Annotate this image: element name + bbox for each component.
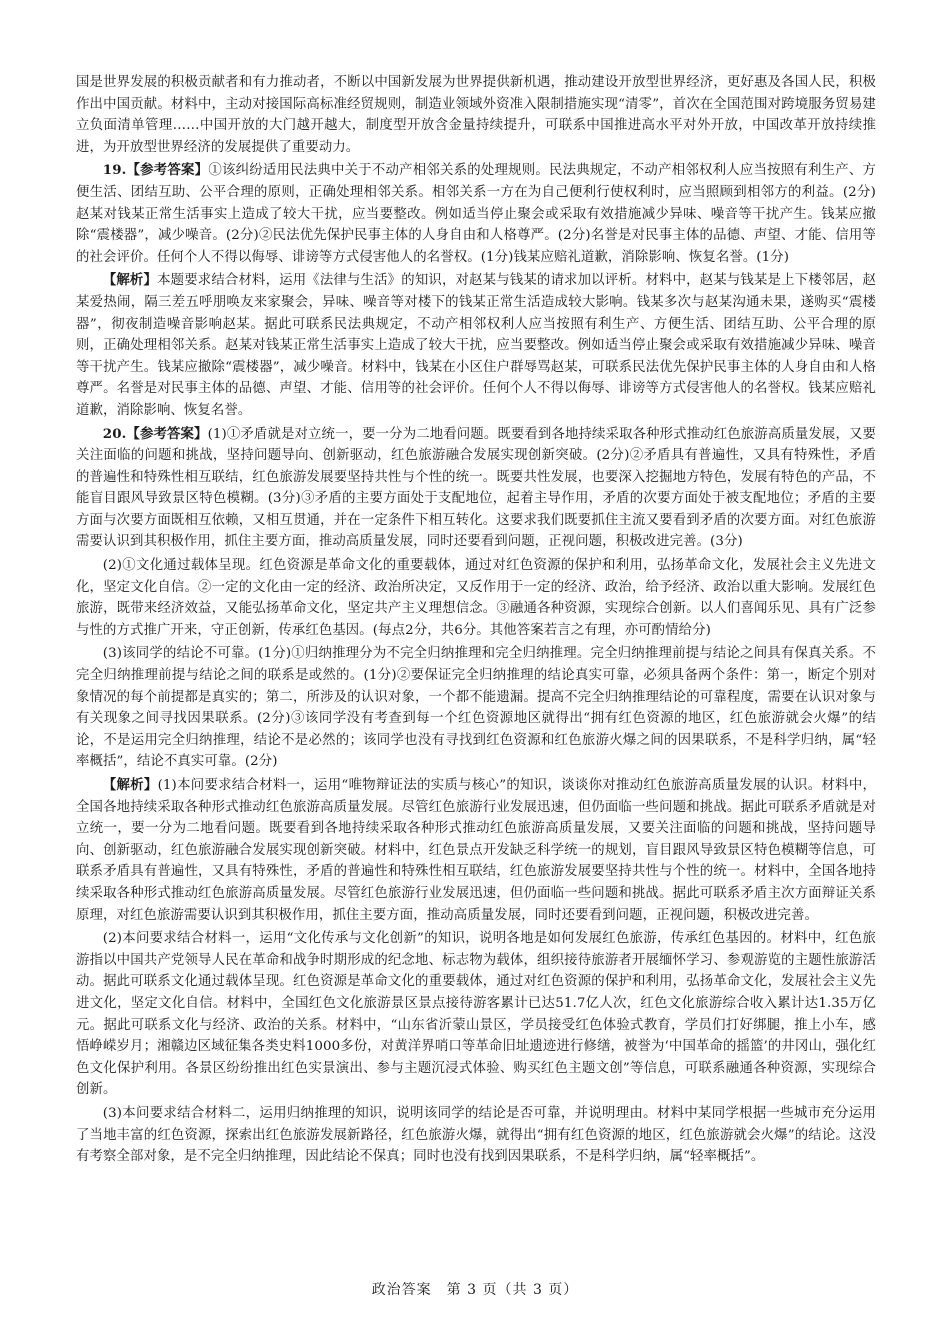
analysis-20-part1-text: (1)本问要求结合材料一，运用“唯物辩证法的实质与核心”的知识，谈谈你对推动红色旅游高质量发展的认识。材料中，全国各地持续采取各种形式推动红色旅游高质量发展。尽管红色旅游行业发展迅速，但仍面临一些问题和挑战。据此可联系矛盾就是对立统一，要一分为二地看问题。既要看到各地持续采取各种形式推动红色旅游高质量发展，又要关注面临的问题和挑战，坚持问题导向、创新驱动，红色旅游融合发展实现创新突破。材料中，红色景点开发缺乏科学统一的规划，盲目跟风导致景区特色模糊等信息，可联系矛盾具有普遍性，又具有特殊性，矛盾的普遍性和特殊性相互联结，红色旅游发展要坚持共性与个性的统一。材料中，全国各地持续采取各种形式推动红色旅游高质量发展。尽管红色旅游行业发展迅速，但仍面临一些问题和挑战。据此可联系矛盾主次方面辩证关系原理，对红色旅游需要认识到其积极作用，抓住主要方面，推动高质量发展，同时还要看到问题，正视问题，积极改进完善。 xyxy=(76,778,877,923)
analysis-20-part2: (2)本问要求结合材料一，运用“文化传承与文化创新”的知识，说明各地是如何发展红色旅游，传承红色基因的。材料中，红色旅游指以中国共产党领导人民在革命和战争时期形成的纪念地、标志物为载体，组织接待旅游者开展缅怀学习、参观游览的主题性旅游活动。据此可联系文化通过载体呈现。红色资源是革命文化的重要载体，通过对红色资源的保护和利用，弘扬革命文化，发展社会主义先进文化，坚定文化自信。材料中，全国红色文化旅游景区景点接待游客累计已达51.7亿人次，红色文化旅游综合收入累计达1.35万亿元。据此可联系文化与经济、政治的关系。材料中，“山东省沂蒙山景区，学员接受红色体验式教育，学员们打好绑腿，推上小车，感悟峥嵘岁月；湘赣边区域征集各类史料1000多份，对黄洋界哨口等革命旧址遗迹进行修缮，被誉为‘中国革命的摇篮’的井冈山，强化红色文化保护利用。各景区纷纷推出红色实景演出、参与主题沉浸式体验、购买红色主题文创”等信息，可联系融通各种资源，实现综合创新。 xyxy=(76,931,876,1098)
analysis-20 xyxy=(76,775,876,926)
analysis-19-label: 【解析】 xyxy=(102,272,158,289)
answer-20-part3: (3)该同学的结论不可靠。(1分)①归纳推理分为不完全归纳推理和完全归纳推理。完全归纳推理前提与结论之间具有保真关系。不完全归纳推理前提与结论之间的联系是或然的。(1分)②要保证完全归纳推理的结论真实可靠，必须具备两个条件：第一，断定个别对象情况的每个前提都是真实的；第二，所涉及的认识对象，一个都不能遗漏。提高不完全归纳推理结论的可靠程度，需要在认识对象与有关现象之间寻找因果联系。(2分)③该同学没有考查到每一个红色资源地区就得出“拥有红色资源的地区，红色旅游就会火爆”的结论，不是运用完全归纳推理，结论不是必然的；该同学也没有寻找到红色资源和红色旅游火爆之间的因果联系，不是科学归纳，属“轻率概括”，结论不真实可靠。(2分) xyxy=(76,646,876,770)
answer-20-part1-text: (1)①矛盾就是对立统一，要一分为二地看问题。既要看到各地持续采取各种形式推动红色旅游高质量发展，又要关注面临的问题和挑战，坚持问题导向、创新驱动，红色旅游融合发展实现创新突破。(2分)②矛盾具有普遍性，又具有特殊性，矛盾的普遍性和特殊性相互联结，红色旅游发展要坚持共性与个性的统一。既要共性发展，也要深入挖掘地方特色，发展有特色的产品，不能盲目跟风导致景区特色模糊。(3分)③矛盾的主要方面处于支配地位，起着主导作用，矛盾的次要方面处于被支配地位；矛盾的主要方面与次要方面既相互依赖，又相互贯通，并在一定条件下相互转化。这要求我们既要抓住主流又要看到矛盾的次要方面。对红色旅游需要认识到其积极作用，抓住主要方面，推动高质量发展，同时还要看到问题，正视问题，积极改进完善。(3分) xyxy=(76,426,876,550)
analysis-20-label: 【解析】 xyxy=(102,777,158,793)
analysis-20-part3: (3)本问要求结合材料二，运用归纳推理的知识，说明该同学的结论是否可靠，并说明理由。材料中某同学根据一些城市充分运用了当地丰富的红色资源，探索出红色旅游发展新路径，红色旅游火爆，就得出“拥有红色资源的地区，红色旅游就会火爆”的结论。这没有考察全部对象，是不完全归纳推理，因此结论不保真；同时也没有找到因果联系，不是科学归纳，属“轻率概括”。 xyxy=(76,1105,876,1165)
answer-20-label: 20.【参考答案】 xyxy=(102,425,208,442)
analysis-19-text: 本题要求结合材料，运用《法律与生活》的知识，对赵某与钱某的请求加以评析。材料中，赵某与钱某是上下楼邻居，赵某爱热闹，隔三差五呼朋唤友来家聚会，异味、噪音等对楼下的钱某正常生活造成较大影响。钱某多次与赵某沟通未果，遂购买“震楼器”，彻夜制造噪音影响赵某。据此可联系民法典规定，不动产相邻权利人应当按照有利生产、方便生活、团结互助、公平合理的原则，正确处理相邻关系。赵某对钱某正常生活事实上造成了较大干扰，应当要整改。例如适当停止聚会或采取有效措施减少异味、噪音等干扰产生。钱某应撤除“震楼器”，减少噪音。材料中，钱某在小区住户群辱骂赵某，可联系民法优先保护民事主体的人身自由和人格尊严。名誉是对民事主体的品德、声望、才能、信用等的社会评价。任何个人不得以侮辱、诽谤等方式侵害他人的名誉权。钱某应赔礼道歉，消除影响、恢复名誉。 xyxy=(76,273,876,418)
answer-19-text: ①该纠纷适用民法典中关于不动产相邻关系的处理规则。民法典规定，不动产相邻权利人应当按照有利生产、方便生活、团结互助、公平合理的原则，正确处理相邻关系。相邻关系一方在为自己便利行使权利时，应当照顾到相邻方的利益。(2分)赵某对钱某正常生活事实上造成了较大干扰，应当要整改。例如适当停止聚会或采取有效措施减少异味、噪音等干扰产生。钱某应撤除“震楼器”，减少噪音。(2分)②民法优先保护民事主体的人身自由和人格尊严。(2分)名誉是对民事主体的品德、声望、才能、信用等的社会评价。任何个人不得以侮辱、诽谤等方式侵害他人的名誉权。(1分)钱某应赔礼道歉，消除影响、恢复名誉。(1分) xyxy=(76,163,876,265)
answer-page-body xyxy=(76,72,876,1168)
answer-20 xyxy=(76,424,876,554)
analysis-19 xyxy=(76,270,876,421)
answer-19 xyxy=(76,160,876,268)
answer-19-label: 19.【参考答案】 xyxy=(102,162,209,179)
page-footer: 政治答案 第 3 页（共 3 页） xyxy=(371,1282,579,1298)
continuation-paragraph: 国是世界发展的积极贡献者和有力推动者，不断以中国新发展为世界提供新机遇，推动建设开放型世界经济，更好惠及各国人民，积极作出中国贡献。材料中，主动对接国际高标准经贸规则，制造业领域外资准入限制措施实现“清零”，首次在全国范围对跨境服务贸易建立负面清单管理……中国开放的大门越开越大，制度型开放含金量持续提升，可联系中国推进高水平对外开放，中国改革开放持续推进，为开放型世界经济的发展提供了重要动力。 xyxy=(76,75,876,155)
answer-20-part2: (2)①文化通过载体呈现。红色资源是革命文化的重要载体，通过对红色资源的保护和利用，弘扬革命文化，发展社会主义先进文化，坚定文化自信。②一定的文化由一定的经济、政治所决定，又反作用于一定的经济、政治，给予经济、政治以重大影响。发展红色旅游，既带来经济效益，又能弘扬革命文化，坚定共产主义理想信念。③融通各种资源，实现综合创新。以人们喜闻乐见、具有广泛参与性的方式推广开来，守正创新，传承红色基因。(每点2分，共6分。其他答案若言之有理，亦可酌情给分) xyxy=(76,558,876,638)
